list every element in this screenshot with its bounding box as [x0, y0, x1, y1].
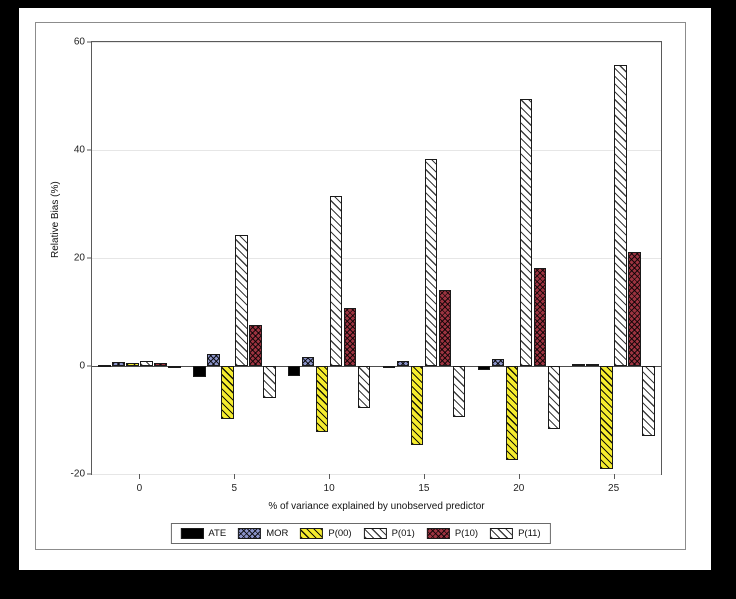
bar — [439, 290, 452, 366]
y-tick-label: 60 — [73, 36, 85, 48]
gridline — [92, 474, 661, 475]
y-tick-label: 20 — [73, 252, 85, 264]
legend-item — [238, 528, 288, 539]
bar — [98, 365, 111, 367]
bar — [249, 325, 262, 366]
bar — [534, 268, 547, 366]
gridline — [92, 258, 661, 259]
bar — [207, 354, 220, 366]
x-tick-mark — [329, 474, 330, 479]
legend-item — [490, 528, 541, 539]
bar — [506, 366, 519, 460]
bar — [126, 363, 139, 366]
x-tick-label: 10 — [323, 483, 335, 494]
bar — [614, 65, 627, 366]
bar — [453, 366, 466, 417]
bar — [492, 359, 505, 366]
bar — [221, 366, 234, 419]
figure-frame — [35, 22, 686, 550]
legend-swatch — [180, 528, 203, 539]
bar — [168, 366, 181, 368]
y-tick-mark — [87, 150, 92, 151]
bar — [330, 196, 343, 366]
figure-card — [19, 8, 711, 570]
bar — [140, 361, 153, 366]
legend-swatch — [300, 528, 323, 539]
gridline — [92, 150, 661, 151]
bar — [586, 364, 599, 366]
y-tick-mark — [87, 258, 92, 259]
legend-label: P(01) — [391, 528, 415, 539]
x-tick-label: 0 — [136, 483, 143, 494]
gridline — [92, 42, 661, 43]
bar — [288, 366, 301, 376]
bar — [397, 361, 410, 366]
bar — [235, 235, 248, 366]
x-tick-mark — [424, 474, 425, 479]
plot-area — [70, 36, 662, 494]
bar — [425, 159, 438, 366]
legend-item — [180, 528, 226, 539]
bar — [383, 366, 396, 368]
legend-label: P(00) — [328, 528, 352, 539]
bar — [193, 366, 206, 377]
x-tick-mark — [139, 474, 140, 479]
legend-item — [300, 528, 351, 539]
bar — [520, 99, 533, 366]
legend-label: MOR — [266, 528, 289, 539]
bar — [548, 366, 561, 429]
y-tick-label: 0 — [79, 360, 85, 372]
bar — [302, 357, 315, 366]
x-tick-label: 20 — [513, 483, 525, 494]
bar — [112, 362, 125, 366]
bar — [478, 366, 491, 370]
x-tick-label: 25 — [608, 483, 620, 494]
bar — [642, 366, 655, 436]
x-tick-mark — [234, 474, 235, 479]
bar — [344, 308, 357, 366]
x-axis-label: % of variance explained by unobserved predictor — [268, 501, 485, 512]
legend-swatch — [364, 528, 387, 539]
y-axis-label: Relative Bias (%) — [50, 181, 61, 258]
legend-label: ATE — [208, 528, 227, 539]
legend-swatch — [490, 528, 513, 539]
legend-item — [364, 528, 415, 539]
legend-label: P(11) — [518, 528, 541, 539]
bar — [263, 366, 276, 398]
y-tick-mark — [87, 42, 92, 43]
bar — [411, 366, 424, 445]
y-tick-label: 40 — [73, 144, 85, 156]
bar — [572, 364, 585, 366]
x-tick-label: 5 — [231, 483, 238, 494]
legend-swatch — [427, 528, 450, 539]
plot-inner — [70, 36, 661, 494]
legend-label: P(10) — [454, 528, 479, 539]
y-tick-label: -20 — [70, 468, 85, 480]
bar — [600, 366, 613, 469]
bar — [154, 363, 167, 366]
y-tick-mark — [87, 474, 92, 475]
legend-swatch — [238, 528, 261, 539]
chart-legend — [170, 523, 550, 544]
x-tick-label: 15 — [418, 483, 430, 494]
x-tick-mark — [614, 474, 615, 479]
bar — [316, 366, 329, 432]
bar — [358, 366, 371, 408]
x-tick-mark — [519, 474, 520, 479]
legend-item — [427, 528, 478, 539]
bar — [628, 252, 641, 366]
